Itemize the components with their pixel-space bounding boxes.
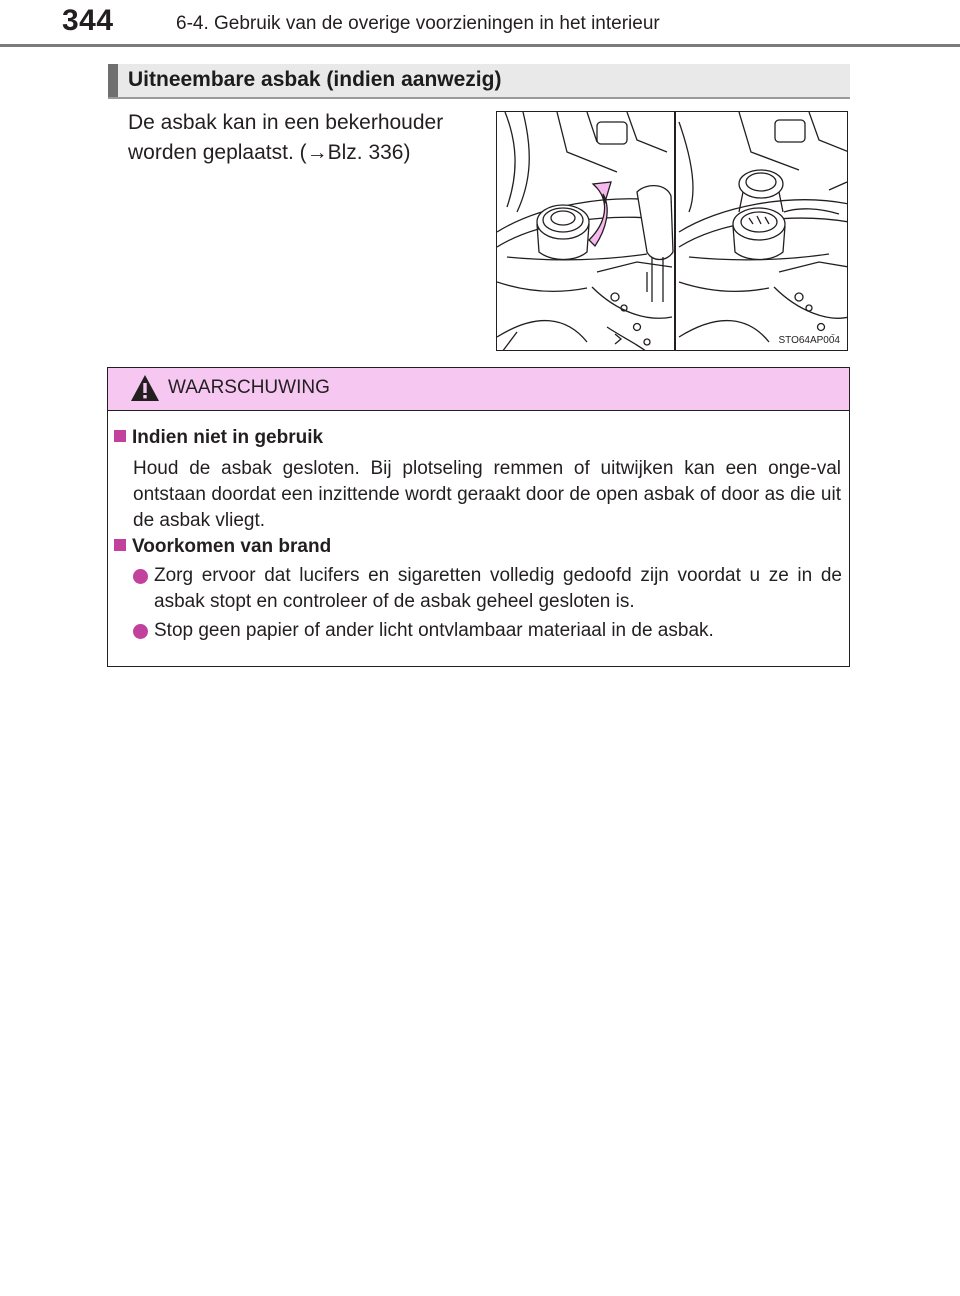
right-ashtray [733,170,785,260]
warning-item-heading-text-2: Voorkomen van brand [132,536,332,557]
square-bullet-icon [114,430,126,442]
open-arrow [589,182,611,246]
header-rule [0,44,960,47]
section-heading-text: Uitneembare asbak (indien aanwezig) [128,68,502,91]
left-ashtray [537,205,589,260]
warning-box [107,367,850,667]
ashtray-drawing [497,112,848,351]
intro-line-2: worden geplaatst. (→Blz. 336) [128,141,411,164]
warning-title: WAARSCHUWING [168,377,330,398]
round-bullet-icon [133,569,148,584]
square-bullet-icon [114,539,126,551]
warning-bullet-2: Stop geen papier of ander licht ontvlambaar materiaal in de asbak. [154,620,714,641]
round-bullet-icon [133,624,148,639]
figure-code: STO64AP004 [778,335,840,346]
warning-bullet-1: Zorg ervoor dat lucifers en sigaretten volledig gedoofd zijn voordat u ze in de asbak stopt en controleer of de asbak geheel gesloten is. [154,565,842,612]
warning-item-heading-text-1: Indien niet in gebruik [132,427,324,448]
warning-item-heading-1 [114,427,323,449]
warning-item-heading-2 [114,536,331,558]
warning-item-text-1: Houd de asbak gesloten. Bij plotseling remmen of uitwijken kan een onge-val ontstaan doordat een inzittende wordt geraakt door de open asbak of door as die uit de asbak vliegt. [133,458,841,531]
intro-line-1: De asbak kan in een bekerhouder [128,111,444,134]
page-number: 344 [62,4,114,37]
chapter-title: 6-4. Gebruik van de overige voorzieningen in het interieur [176,13,660,34]
section-heading-underline [108,97,850,99]
left-gear-lever [637,186,673,302]
intro-text [128,108,488,168]
ashtray-illustration [496,111,848,351]
warning-header [108,368,849,411]
warning-triangle-icon [130,374,160,402]
section-heading [108,64,850,98]
